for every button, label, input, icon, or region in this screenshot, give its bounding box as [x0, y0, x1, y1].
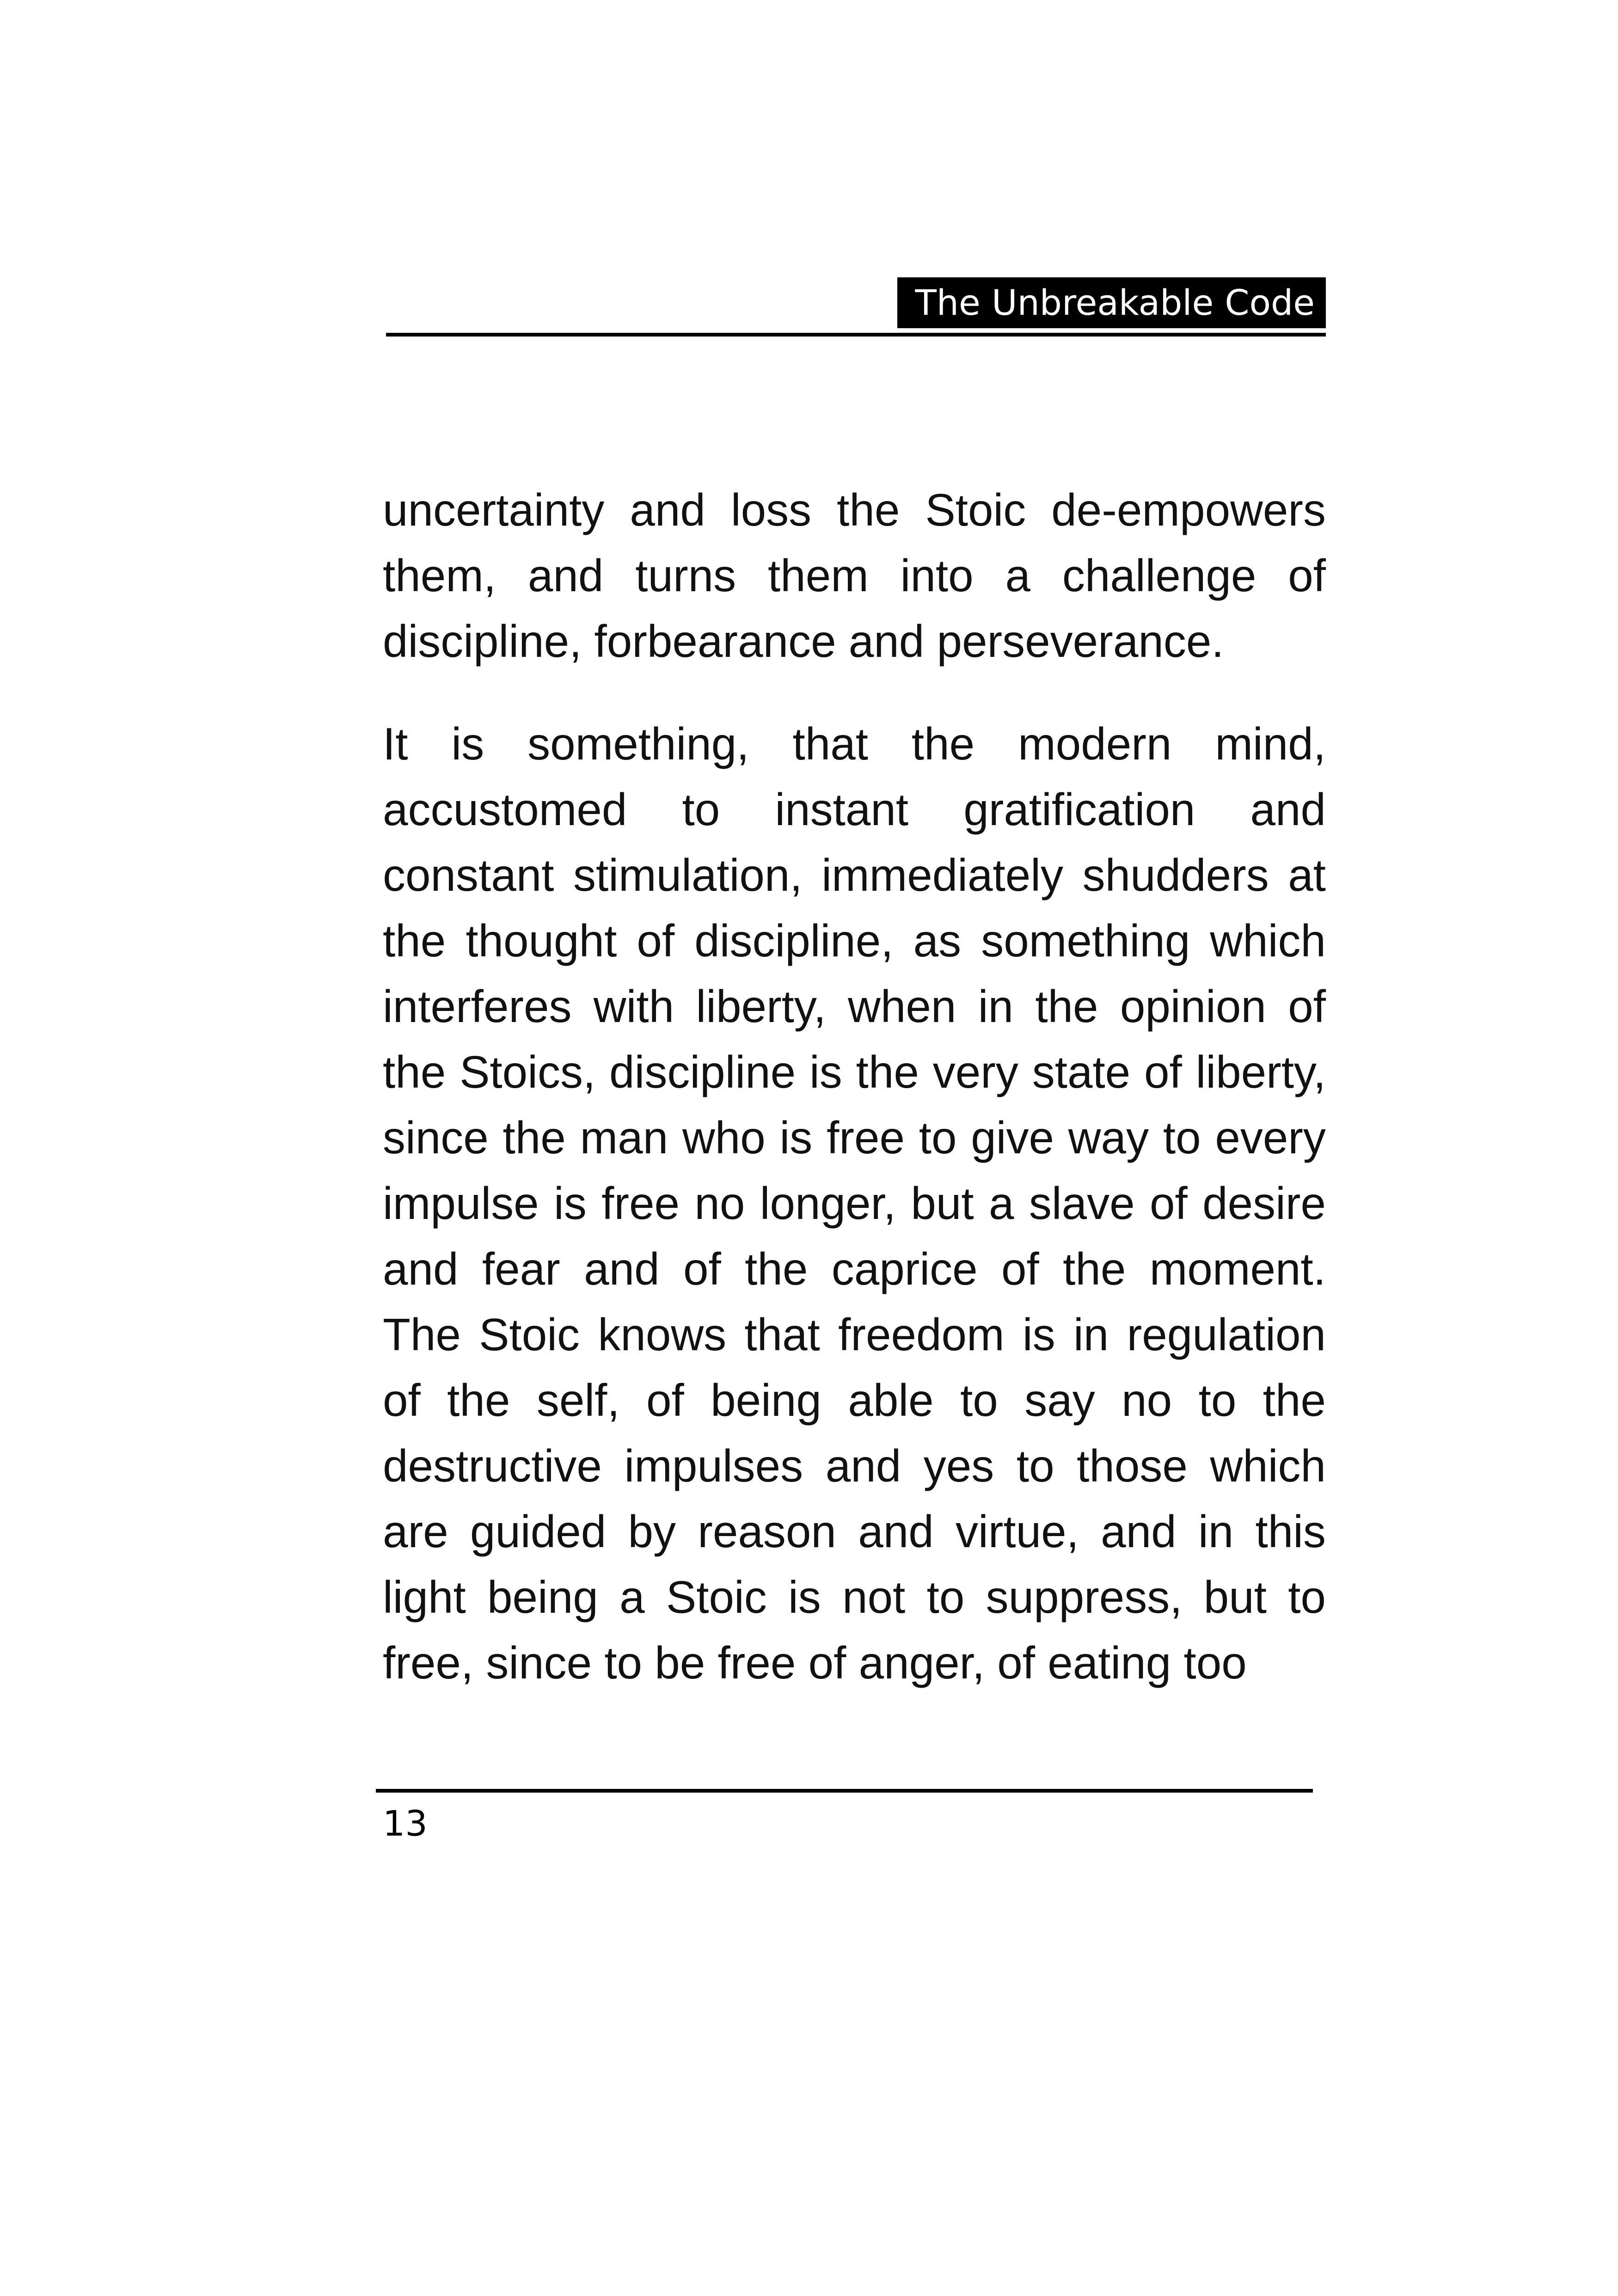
running-header-title: The Unbreakable Code	[897, 277, 1326, 328]
paragraph: uncertainty and loss the Stoic de-empowers them, and turns them into a challenge of discipline, forbearance and perseverance.	[383, 484, 1326, 667]
body-text	[383, 477, 1326, 1696]
header-divider	[386, 333, 1326, 337]
footer-divider	[376, 1789, 1313, 1793]
page-number: 13	[383, 1803, 428, 1844]
paragraph: It is something, that the modern mind, accustomed to instant gratification and constant stimulation, immediately shudders at the thought of discipline, as something which interferes with liberty, when in the opinion of the Stoics, discipline is the very state of liberty, since the man who is free to give way to every impulse is free no longer, but a slave of desire and fear and of the caprice of the moment. The Stoic knows that freedom is in regulation of the self, of being able to say no to the destructive impulses and yes to those which are guided by reason and virtue, and in this light being a Stoic is not to suppress, but to free, since to be free of anger, of eating too	[383, 718, 1326, 1688]
